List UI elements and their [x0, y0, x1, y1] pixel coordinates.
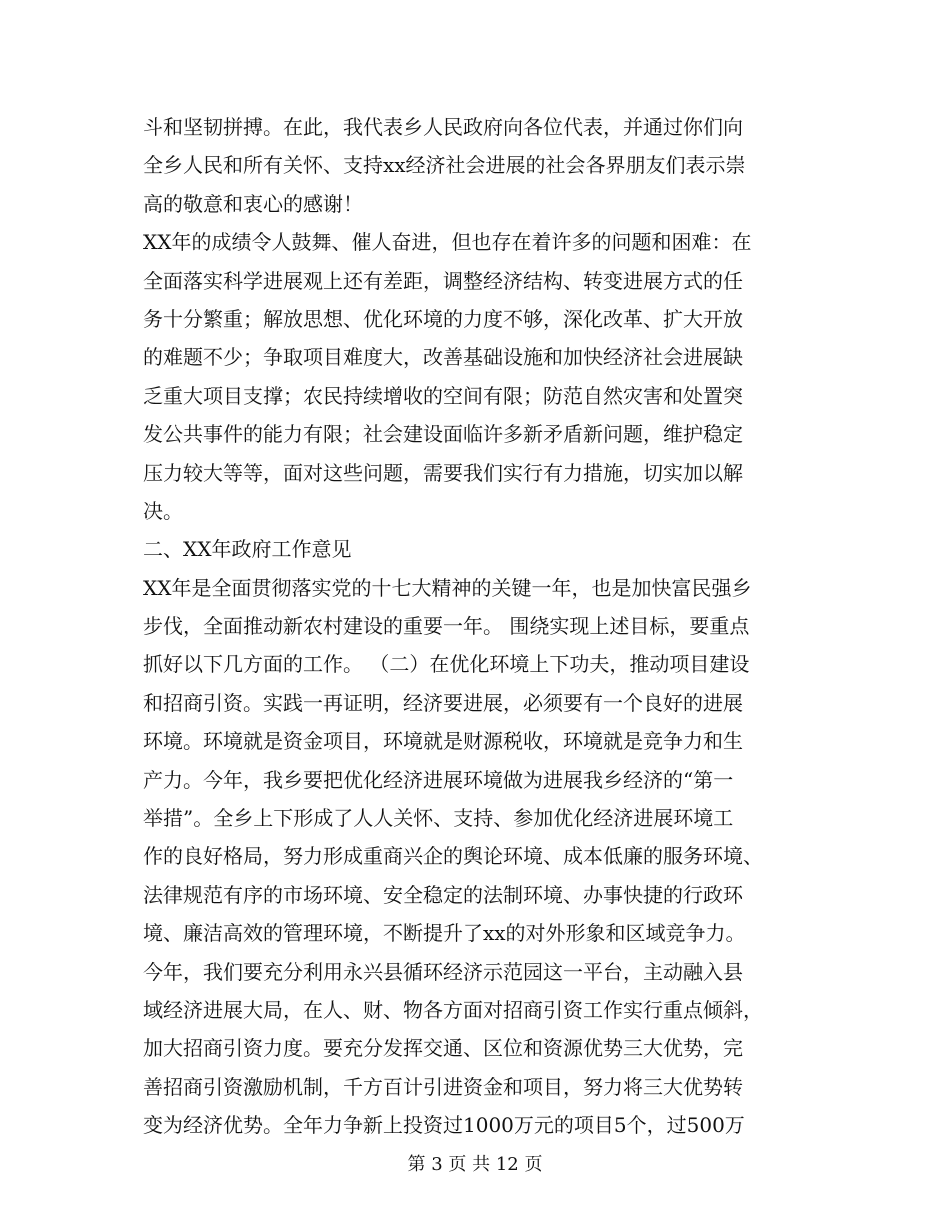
text-line: 全乡人民和所有关怀、支持xx经济社会进展的社会各界朋友们表示崇	[143, 153, 746, 178]
text-line: 环境。环境就是资金项目，环境就是财源税收，环境就是竞争力和生	[143, 729, 743, 754]
text-line: XX年是全面贯彻落实党的十七大精神的关键一年，也是加快富民强乡	[143, 575, 752, 600]
text-line: 境、廉洁高效的管理环境，不断提升了xx的对外形象和区域竞争力。	[143, 921, 746, 946]
text-line: 变为经济优势。全年力争新上投资过1000万元的项目5个，过500万	[143, 1113, 745, 1138]
text-line: 斗和坚韧拼搏。在此，我代表乡人民政府向各位代表，并通过你们向	[143, 115, 743, 139]
text-line: 作的良好格局，努力形成重商兴企的舆论环境、成本低廉的服务环境、	[143, 844, 763, 869]
text-line: 乏重大项目支撑；农民持续增收的空间有限；防范自然灾害和处置突	[143, 383, 743, 408]
text-line: XX年的成绩令人鼓舞、催人奋进，但也存在着许多的问题和困难：在	[143, 230, 752, 255]
page-number-footer: 第 3 页 共 12 页	[407, 1154, 543, 1175]
body-text	[143, 108, 803, 1145]
text-line: 压力较大等等，面对这些问题，需要我们实行有力措施，切实加以解	[143, 460, 743, 485]
text-line: 务十分繁重；解放思想、优化环境的力度不够，深化改革、扩大开放	[143, 306, 743, 331]
text-line: 发公共事件的能力有限；社会建设面临许多新矛盾新问题，维护稳定	[143, 422, 743, 447]
section-heading: 二、XX年政府工作意见	[143, 537, 352, 562]
text-line: 善招商引资激励机制，千方百计引进资金和项目，努力将三大优势转	[143, 1074, 743, 1099]
text-line: 加大招商引资力度。要充分发挥交通、区位和资源优势三大优势，完	[143, 1036, 743, 1061]
text-line: 产力。今年，我乡要把优化经济进展环境做为进展我乡经济的“第一	[143, 767, 734, 792]
text-line: 的难题不少；争取项目难度大，改善基础设施和加快经济社会进展缺	[143, 345, 743, 370]
text-line: 步伐，全面推动新农村建设的重要一年。 围绕实现上述目标，要重点	[143, 614, 750, 639]
text-line: 法律规范有序的市场环境、安全稳定的法制环境、办事快捷的行政环	[143, 882, 743, 907]
text-line: 高的敬意和衷心的感谢！	[143, 191, 363, 216]
text-line: 抓好以下几方面的工作。 （二）在优化环境上下功夫，推动项目建设	[143, 652, 750, 677]
text-line: 举措”。全乡上下形成了人人关怀、支持、参加优化经济进展环境工	[143, 806, 734, 831]
text-line: 全面落实科学进展观上还有差距，调整经济结构、转变进展方式的任	[143, 268, 743, 293]
text-line: 今年，我们要充分利用永兴县循环经济示范园这一平台，主动融入县	[143, 959, 743, 984]
text-line: 决。	[143, 498, 183, 523]
text-line: 和招商引资。实践一再证明，经济要进展，必须要有一个良好的进展	[143, 690, 743, 715]
text-line: 域经济进展大局，在人、财、物各方面对招商引资工作实行重点倾斜，	[143, 997, 763, 1022]
